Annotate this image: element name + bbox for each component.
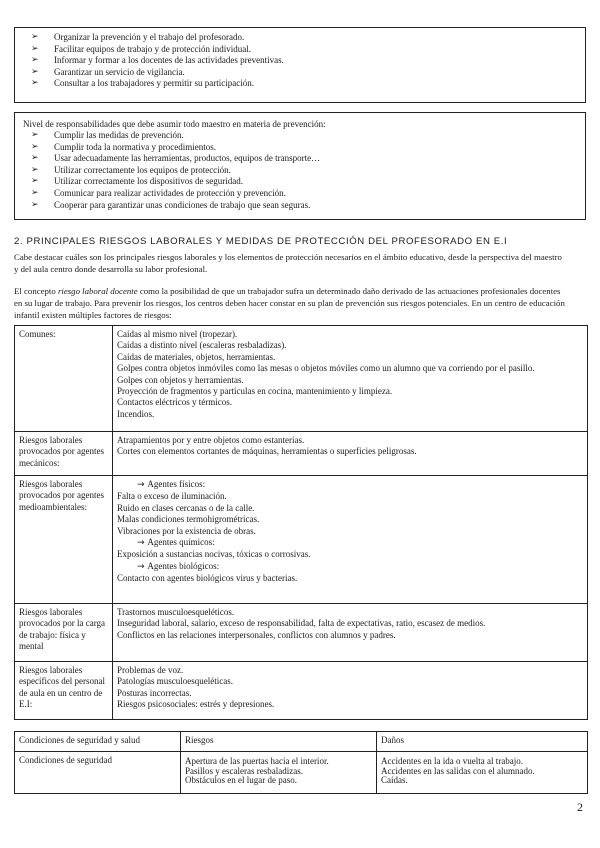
list-item: ➢ Utilizar correctamente los equipos de protección. xyxy=(29,165,585,177)
risk-line: Falta o exceso de iluminación. xyxy=(117,491,227,502)
row-label xyxy=(15,662,113,720)
list-item: ➢ Garantizar un servicio de vigilancia. xyxy=(29,67,585,79)
risk-line: Obstáculos en el lugar de paso. xyxy=(185,775,297,786)
paragraph-line: en su lugar de trabajo. Para prevenir los riesgos, los centros deben hacer constar en su plan de prevención sus riesgos potenciales. En un centro de educación xyxy=(14,297,565,308)
table-row xyxy=(15,476,588,604)
conditions-table xyxy=(14,731,588,794)
box-intro: Nivel de responsabilidades que debe asumir todo maestro en materia de prevención: xyxy=(23,119,326,129)
list-item: ➢ Facilitar equipos de trabajo y de protección individual. xyxy=(29,44,585,56)
label-line: de aula en un centro de xyxy=(19,687,103,698)
list-item: ➢ Usar adecuadamente las herramientas, productos, equipos de transporte… xyxy=(29,153,585,165)
risk-line: Proyección de fragmentos y partículas en cocina, mantenimiento y limpieza. xyxy=(117,386,393,397)
list-item: ➢ Cumplir toda la normativa y procedimientos. xyxy=(29,142,585,154)
risk-line: Exposición a sustancias nocivas, tóxicas o corrosivas. xyxy=(117,549,311,560)
risk-factors-table xyxy=(14,325,588,720)
risk-line: Posturas incorrectas. xyxy=(117,687,192,698)
row-content xyxy=(113,604,588,662)
paragraph-text: El concepto xyxy=(14,286,58,296)
risk-line: Vibraciones por la existencia de obras. xyxy=(117,525,256,536)
risk-line: Problemas de voz. xyxy=(117,665,184,675)
damage-line: Accidentes en la ida o vuelta al trabajo. xyxy=(381,756,523,766)
label-line: mecánicos: xyxy=(19,457,60,468)
teacher-responsibilities-list xyxy=(29,130,585,211)
paragraph-line: infantil existen múltiples factores de riesgos: xyxy=(14,309,172,320)
table-row xyxy=(15,326,588,432)
table-header-row xyxy=(15,732,588,752)
risk-line: Caídas a distinto nivel (escaleras resbaladizas). xyxy=(117,340,287,351)
page-number: 2 xyxy=(577,800,583,814)
column-header: Daños xyxy=(377,732,588,752)
paragraph-line: y del aula centro donde desarrolla su labor profesional. xyxy=(14,263,208,274)
paragraph-text: como la posibilidad de que un trabajador sufra un determinado daño derivado de las actuaciones profesionales docentes xyxy=(137,286,561,296)
risk-line: Inseguridad laboral, salario, exceso de responsabilidad, falta de expectativas, ratio, escasez de medios. xyxy=(117,618,486,629)
list-item: ➢ Organizar la prevención y el trabajo del profesorado. xyxy=(29,32,585,44)
row-label xyxy=(15,432,113,476)
label-line: E.I: xyxy=(19,699,33,710)
table-row xyxy=(15,604,588,662)
row-content xyxy=(113,662,588,720)
list-item: ➢ Informar y formar a los docentes de las actividades preventivas. xyxy=(29,55,585,67)
list-item: ➢ Cooperar para garantizar unas condiciones de trabajo que sean seguras. xyxy=(29,200,585,212)
table-row xyxy=(15,662,588,720)
risk-line: Apertura de las puertas hacia el interior. xyxy=(185,756,329,766)
risk-line: Riesgos psicosociales: estrés y depresiones. xyxy=(117,699,275,710)
paragraph-line: Cabe destacar cuáles son los principales riesgos laborales y los elementos de protección necesarios en el ámbito educativo, desde la perspectiva del maestro xyxy=(14,252,562,262)
risk-line: Patologías musculoesqueléticas. xyxy=(117,676,233,687)
row-content xyxy=(113,432,588,476)
label-line: de trabajo: física y xyxy=(19,629,86,640)
concept-paragraph xyxy=(14,286,594,321)
paragraph-line xyxy=(14,286,594,298)
risk-line: Golpes contra objetos inmóviles como las mesas o objetos móviles como un alumno que va corriendo por el pasillo. xyxy=(117,363,535,374)
row-label: Comunes: xyxy=(15,326,113,432)
column-header: Riesgos xyxy=(181,732,377,752)
label-line: provocados por la carga xyxy=(19,618,106,629)
subheading: → Agentes biológicos: xyxy=(117,561,583,573)
risk-line: Caídas de materiales, objetos, herramientas. xyxy=(117,351,276,362)
risk-line: Caídas al mismo nivel (tropezar). xyxy=(117,329,238,339)
label-line: medioambientales: xyxy=(19,501,87,512)
label-line: Riesgos laborales xyxy=(19,665,83,675)
row-label xyxy=(15,476,113,604)
damages-cell xyxy=(377,752,588,794)
table-row xyxy=(15,752,588,794)
column-header: Condiciones de seguridad y salud xyxy=(15,732,181,752)
table-row xyxy=(15,432,588,476)
risks-cell xyxy=(181,752,377,794)
subheading: → Agentes físicos: xyxy=(117,479,583,491)
risk-line: Golpes con objetos y herramientas. xyxy=(117,374,244,385)
concept-term: riesgo laboral docente xyxy=(57,286,138,296)
subheading: → Agentes químicos: xyxy=(117,537,583,549)
risk-line: Ruido en clases cercanas o de la calle. xyxy=(117,502,255,513)
risk-line: Contactos eléctricos y térmicos. xyxy=(117,397,232,408)
row-content xyxy=(113,476,588,604)
label-line: mental xyxy=(19,641,44,652)
risk-line: Cortes con elementos cortantes de máquinas, herramientas o superficies peligrosas. xyxy=(117,446,417,457)
label-line: Riesgos laborales xyxy=(19,479,83,489)
risk-line: Conflictos en las relaciones interpersonales, conflictos con alumnos y padres. xyxy=(117,629,396,640)
row-content xyxy=(113,326,588,432)
employer-obligations-list xyxy=(29,32,585,90)
label-line: provocados por agentes xyxy=(19,446,104,457)
risk-line: Atrapamientos por y entre objetos como estanterías. xyxy=(117,435,305,445)
risk-line: Pasillos y escaleras resbaladizas. xyxy=(185,765,303,776)
label-line: Riesgos laborales xyxy=(19,607,83,617)
risk-line: Contacto con agentes biológicos virus y bacterias. xyxy=(117,573,298,584)
section-heading: 2. PRINCIPALES RIESGOS LABORALES Y MEDIDAS DE PROTECCIÓN DEL PROFESORADO EN E.I xyxy=(14,236,508,247)
list-item: ➢ Cumplir las medidas de prevención. xyxy=(29,130,585,142)
teacher-responsibilities-box xyxy=(14,112,586,220)
intro-paragraph xyxy=(14,252,594,276)
damage-line: Accidentes en las salidas con el alumnado. xyxy=(381,765,535,776)
list-item: ➢ Consultar a los trabajadores y permitir su participación. xyxy=(29,78,585,90)
label-line: específicos del personal xyxy=(19,676,105,687)
row-label xyxy=(15,604,113,662)
risk-line: Trastornos musculoesqueléticos. xyxy=(117,607,235,617)
label-line: provocados por agentes xyxy=(19,490,104,501)
list-item: ➢ Utilizar correctamente los dispositivos de seguridad. xyxy=(29,176,585,188)
employer-obligations-box xyxy=(14,27,586,103)
row-label: Condiciones de seguridad xyxy=(15,752,181,794)
list-item: ➢ Comunicar para realizar actividades de protección y prevención. xyxy=(29,188,585,200)
risk-line: Malas condiciones termohigrométricas. xyxy=(117,514,260,525)
damage-line: Caídas. xyxy=(381,775,408,786)
risk-line: Incendios. xyxy=(117,408,155,419)
label-line: Riesgos laborales xyxy=(19,435,83,445)
